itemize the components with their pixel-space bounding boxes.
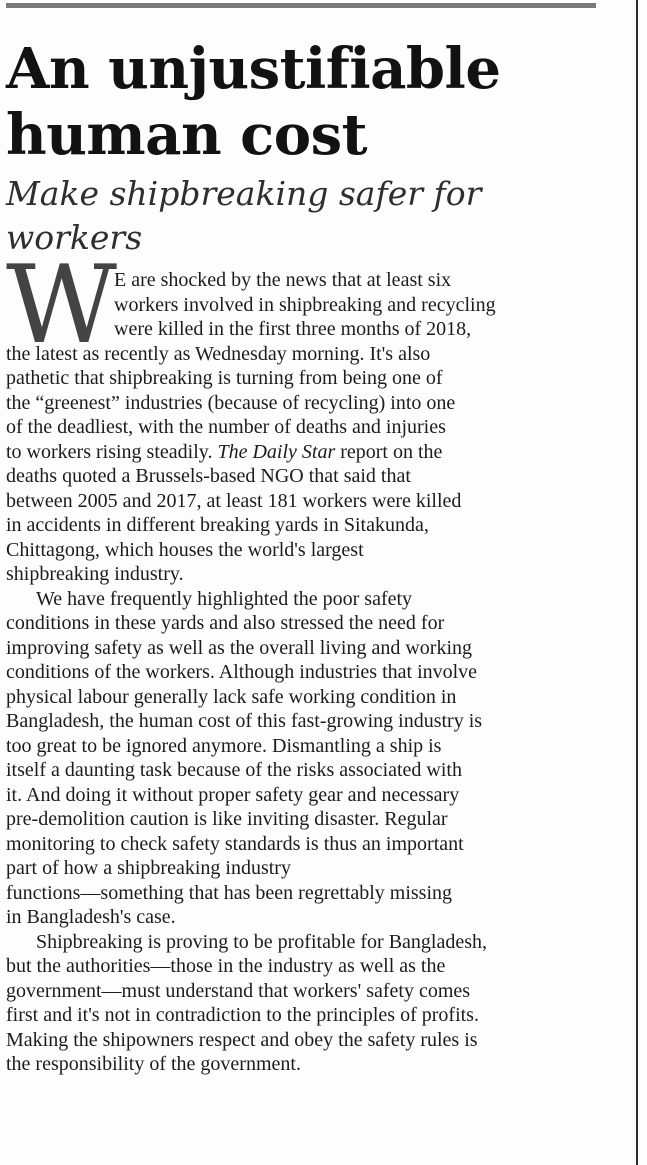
paragraph-1 [6, 243, 600, 587]
body-line: in accidents in different breaking yards in Sitakunda, [6, 514, 429, 536]
body-line: too great to be ignored anymore. Dismantling a ship is [6, 734, 442, 757]
body-line: shipbreaking industry. [6, 563, 184, 585]
column-rule [636, 0, 638, 1165]
body-line: pathetic that shipbreaking is turning from being one of [6, 367, 443, 389]
body-line: Making the shipowners respect and obey the safety rules is [6, 1028, 478, 1051]
headline-line-1: An unjustifiable [6, 36, 501, 102]
body-text: to workers rising steadily. [6, 440, 213, 463]
headline-line-2: human cost [6, 102, 368, 168]
body-line: We have frequently highlighted the poor safety [36, 587, 413, 610]
body-line: itself a daunting task because of the risks associated with [6, 759, 462, 781]
body-line: physical labour generally lack safe working condition in [6, 685, 457, 708]
top-rule [6, 3, 596, 8]
body-line: but the authorities—those in the industry as well as the [6, 955, 446, 977]
body-line: Bangladesh, the human cost of this fast-growing industry is [6, 710, 483, 732]
body-line: Chittagong, which houses the world's largest [6, 538, 364, 561]
body-line: in Bangladesh's case. [6, 906, 176, 928]
article-body [6, 243, 600, 1077]
body-line: Shipbreaking is proving to be profitable for Bangladesh, [36, 930, 488, 953]
body-line: E are shocked by the news that at least six [114, 269, 452, 291]
body-line: were killed in the first three months of 2018, [114, 318, 472, 340]
body-line: pre-demolition caution is like inviting disaster. Regular [6, 808, 448, 830]
body-line: monitoring to check safety standards is thus an important [6, 832, 464, 855]
body-line: first and it's not in contradiction to the principles of profits. [6, 1004, 479, 1026]
body-line: conditions of the workers. Although industries that involve [6, 661, 478, 683]
paragraph-2 [6, 587, 600, 930]
body-line: conditions in these yards and also stressed the need for [6, 612, 445, 634]
body-line: it. And doing it without proper safety gear and necessary [6, 783, 460, 806]
newspaper-name: The Daily Star [217, 440, 336, 463]
subheadline-line-1: Make shipbreaking safer for [6, 174, 482, 213]
subheadline-line-2: workers [6, 218, 143, 257]
headline [6, 36, 600, 168]
body-line: government—must understand that workers' safety comes [6, 979, 471, 1002]
editorial-article [6, 36, 600, 1077]
body-line: improving safety as well as the overall living and working [6, 636, 473, 659]
drop-cap: W [6, 243, 118, 368]
body-line: the “greenest” industries (because of recycling) into one [6, 391, 456, 414]
body-text: report on the [335, 440, 443, 463]
body-line: workers involved in shipbreaking and recycling [114, 293, 496, 316]
body-line: functions—something that has been regrettably missing [6, 881, 453, 904]
body-line: between 2005 and 2017, at least 181 workers were killed [6, 489, 462, 512]
body-line: part of how a shipbreaking industry [6, 857, 291, 879]
paragraph-3 [6, 930, 600, 1077]
body-line: the responsibility of the government. [6, 1053, 301, 1075]
body-line [6, 440, 600, 465]
body-line: deaths quoted a Brussels-based NGO that said that [6, 465, 411, 487]
body-line: the latest as recently as Wednesday morning. It's also [6, 342, 431, 365]
body-line: of the deadliest, with the number of deaths and injuries [6, 416, 446, 438]
